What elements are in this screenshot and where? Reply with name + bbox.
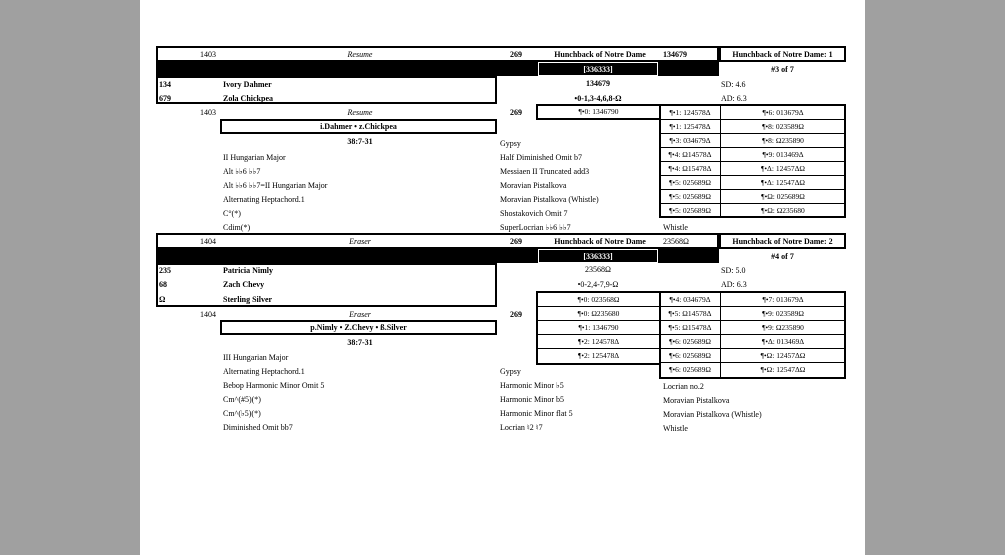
list-item: Cm^(#5)(*) <box>223 395 261 404</box>
grid-line <box>660 161 845 162</box>
grid-cell: ¶•7: 013679Δ <box>762 295 804 304</box>
grid-cell: ¶•3: 034679Δ <box>669 136 711 145</box>
list-item: Harmonic Minor flat 5 <box>500 409 573 418</box>
list-item: Diminished Omit bb7 <box>223 423 293 432</box>
grid-cell: ¶•6: 025689Ω <box>669 351 711 360</box>
section-2-ratio: 38:7-31 <box>347 338 373 347</box>
grid-cell: ¶•5: Ω15478Δ <box>668 323 712 332</box>
grid-line <box>537 348 660 349</box>
grid-cell: ¶•6: 025689Ω <box>669 365 711 374</box>
section-1-pair: i.Dahmer • z.Chickpea <box>320 122 397 131</box>
list-item: Moravian Pistalkova (Whistle) <box>500 195 599 204</box>
section-1-sub-name: Resume <box>347 108 373 117</box>
section-2-center-formula: •0-2,4-7,9-Ω <box>577 280 619 289</box>
section-1-ratio: 38:7-31 <box>347 137 373 146</box>
grid-cell: ¶•6: 013679Δ <box>762 108 804 117</box>
grid-cell: ¶•Δ: 12547ΔΩ <box>761 178 805 187</box>
grid-cell: ¶•Ω: 12457ΔΩ <box>760 351 806 360</box>
section-2-right-title: Hunchback of Notre Dame: 2 <box>732 237 833 246</box>
section-2-code: 23568Ω <box>663 237 689 246</box>
member-id: 134 <box>159 80 171 89</box>
section-1-bar-code: [336333] <box>583 65 613 74</box>
grid-cell: ¶•2: 124578Δ <box>577 337 620 346</box>
section-2-name: Eraser <box>349 237 371 246</box>
member-name: Patricia Nimly <box>223 266 273 275</box>
list-item: Bebop Harmonic Minor Omit 5 <box>223 381 325 390</box>
grid-cell: ¶•0: Ω235680 <box>577 309 620 318</box>
grid-line <box>660 348 845 349</box>
grid-cell: ¶•2: 125478Δ <box>577 351 620 360</box>
list-item: Half Diminished Omit b7 <box>500 153 582 162</box>
list-item: Alternating Heptachord.1 <box>223 367 305 376</box>
grid-line <box>660 133 845 134</box>
grid-cell: ¶•Δ: 013469Δ <box>761 337 805 346</box>
grid-cell: ¶•Ω: 025689Ω <box>761 192 805 201</box>
member-name: Zach Chevy <box>223 280 265 289</box>
grid-line <box>660 203 845 204</box>
section-2-sub-name: Eraser <box>349 310 371 319</box>
list-item: Whistle <box>663 223 688 232</box>
section-1-sd: SD: 4.6 <box>721 80 746 89</box>
section-2-bar-code: [336333] <box>583 252 613 261</box>
list-item: Whistle <box>663 424 688 433</box>
grid-line <box>660 175 845 176</box>
grid-cell: ¶•0: 023568Ω <box>577 295 620 304</box>
section-1-center-code: 134679 <box>586 79 610 88</box>
grid-cell: ¶•5: 025689Ω <box>669 192 711 201</box>
list-item: Moravian Pistalkova <box>500 181 567 190</box>
list-item: Gypsy <box>500 139 521 148</box>
document-page <box>140 0 865 555</box>
section-2-pair: p.Nimly • Z.Chevy • ß.Silver <box>310 323 407 332</box>
section-2-sd: SD: 5.0 <box>721 266 746 275</box>
list-item: C°(*) <box>223 209 241 218</box>
section-1-right-title: Hunchback of Notre Dame: 1 <box>732 50 833 59</box>
section-1-name: Resume <box>347 50 373 59</box>
section-1-num: 1403 <box>200 50 216 59</box>
list-item: Locrian no.2 <box>663 382 704 391</box>
section-2-sub-col: 269 <box>510 310 522 319</box>
list-item: Shostakovich Omit 7 <box>500 209 568 218</box>
member-name: Sterling Silver <box>223 295 273 304</box>
list-item: II Hungarian Major <box>223 153 286 162</box>
list-item: Locrian ♮2 ♮7 <box>500 423 543 432</box>
list-item: Moravian Pistalkova (Whistle) <box>663 410 762 419</box>
member-id: Ω <box>159 295 166 304</box>
grid-divider <box>720 292 721 378</box>
grid-cell: ¶•5: Ω14578Δ <box>668 309 712 318</box>
section-1-sub-col: 269 <box>510 108 522 117</box>
list-item: Harmonic Minor ♭5 <box>500 381 564 390</box>
list-item: Alt ♭♭6 ♭♭7 <box>223 167 261 176</box>
grid-line <box>537 334 660 335</box>
grid-line <box>537 320 660 321</box>
grid-cell: ¶•5: 025689Ω <box>669 178 711 187</box>
list-item: Cdim(*) <box>223 223 251 232</box>
section-2-num: 1404 <box>200 237 216 246</box>
grid-cell: ¶•Ω: 12547ΔΩ <box>760 365 806 374</box>
section-1-code: 134679 <box>663 50 687 59</box>
list-item: Alternating Heptachord.1 <box>223 195 305 204</box>
grid-cell: ¶•9: 013469Δ <box>762 150 804 159</box>
section-2-members-box <box>156 263 497 307</box>
section-2-ad: AD: 6.3 <box>721 280 747 289</box>
member-name: Ivory Dahmer <box>223 80 272 89</box>
grid-cell: ¶•5: 025689Ω <box>669 206 711 215</box>
grid-line <box>537 306 660 307</box>
grid-line <box>660 119 845 120</box>
section-1-ad: AD: 6.3 <box>721 94 747 103</box>
section-2-center-code: 23568Ω <box>585 265 611 274</box>
grid-cell: ¶•1: 1346790 <box>578 323 619 332</box>
section-1-sub-num: 1403 <box>200 108 216 117</box>
member-id: 679 <box>159 94 171 103</box>
grid-line <box>660 306 845 307</box>
section-1-scale: Hunchback of Notre Dame <box>554 50 646 59</box>
section-1-count: #3 of 7 <box>771 65 794 74</box>
grid-line <box>660 362 845 363</box>
grid-cell: ¶•1: 124578Δ <box>669 108 711 117</box>
section-1-col: 269 <box>510 50 522 59</box>
grid-cell: ¶•4: 034679Δ <box>669 295 711 304</box>
grid-cell: ¶•1: 125478Δ <box>669 122 711 131</box>
list-item: Cm^(♭5)(*) <box>223 409 261 418</box>
section-1-center-formula: •0-1,3-4,6,8-Ω <box>574 94 622 103</box>
grid-line <box>660 147 845 148</box>
list-item: Gypsy <box>500 367 521 376</box>
grid-cell: ¶•0: 1346790 <box>578 107 619 116</box>
member-id: 68 <box>159 280 167 289</box>
grid-line <box>660 189 845 190</box>
section-2-count: #4 of 7 <box>771 252 794 261</box>
grid-cell: ¶•4: Ω14578Δ <box>668 150 712 159</box>
grid-cell: ¶•4: Ω15478Δ <box>668 164 712 173</box>
grid-cell: ¶•8: Ω235890 <box>762 136 804 145</box>
section-2-scale: Hunchback of Notre Dame <box>554 237 646 246</box>
grid-cell: ¶•6: 025689Ω <box>669 337 711 346</box>
section-2-col: 269 <box>510 237 522 246</box>
list-item: Moravian Pistalkova <box>663 396 730 405</box>
list-item: Messiaen II Truncated add3 <box>500 167 590 176</box>
member-name: Zola Chickpea <box>223 94 274 103</box>
grid-cell: ¶•Ω: Ω235680 <box>761 206 805 215</box>
grid-cell: ¶•9: Ω235890 <box>762 323 804 332</box>
grid-cell: ¶•Δ: 12457ΔΩ <box>761 164 805 173</box>
list-item: Alt ♭♭6 ♭♭7=II Hungarian Major <box>223 181 328 190</box>
section-2-sub-num: 1404 <box>200 310 216 319</box>
section-1-members-box <box>156 76 497 104</box>
grid-line <box>660 320 845 321</box>
grid-line <box>660 334 845 335</box>
list-item: III Hungarian Major <box>223 353 289 362</box>
list-item: Harmonic Minor b5 <box>500 395 564 404</box>
grid-cell: ¶•8: 023589Ω <box>762 122 804 131</box>
member-id: 235 <box>159 266 171 275</box>
grid-cell: ¶•9: 023589Ω <box>762 309 804 318</box>
list-item: SuperLocrian ♭♭6 ♭♭7 <box>500 223 571 232</box>
